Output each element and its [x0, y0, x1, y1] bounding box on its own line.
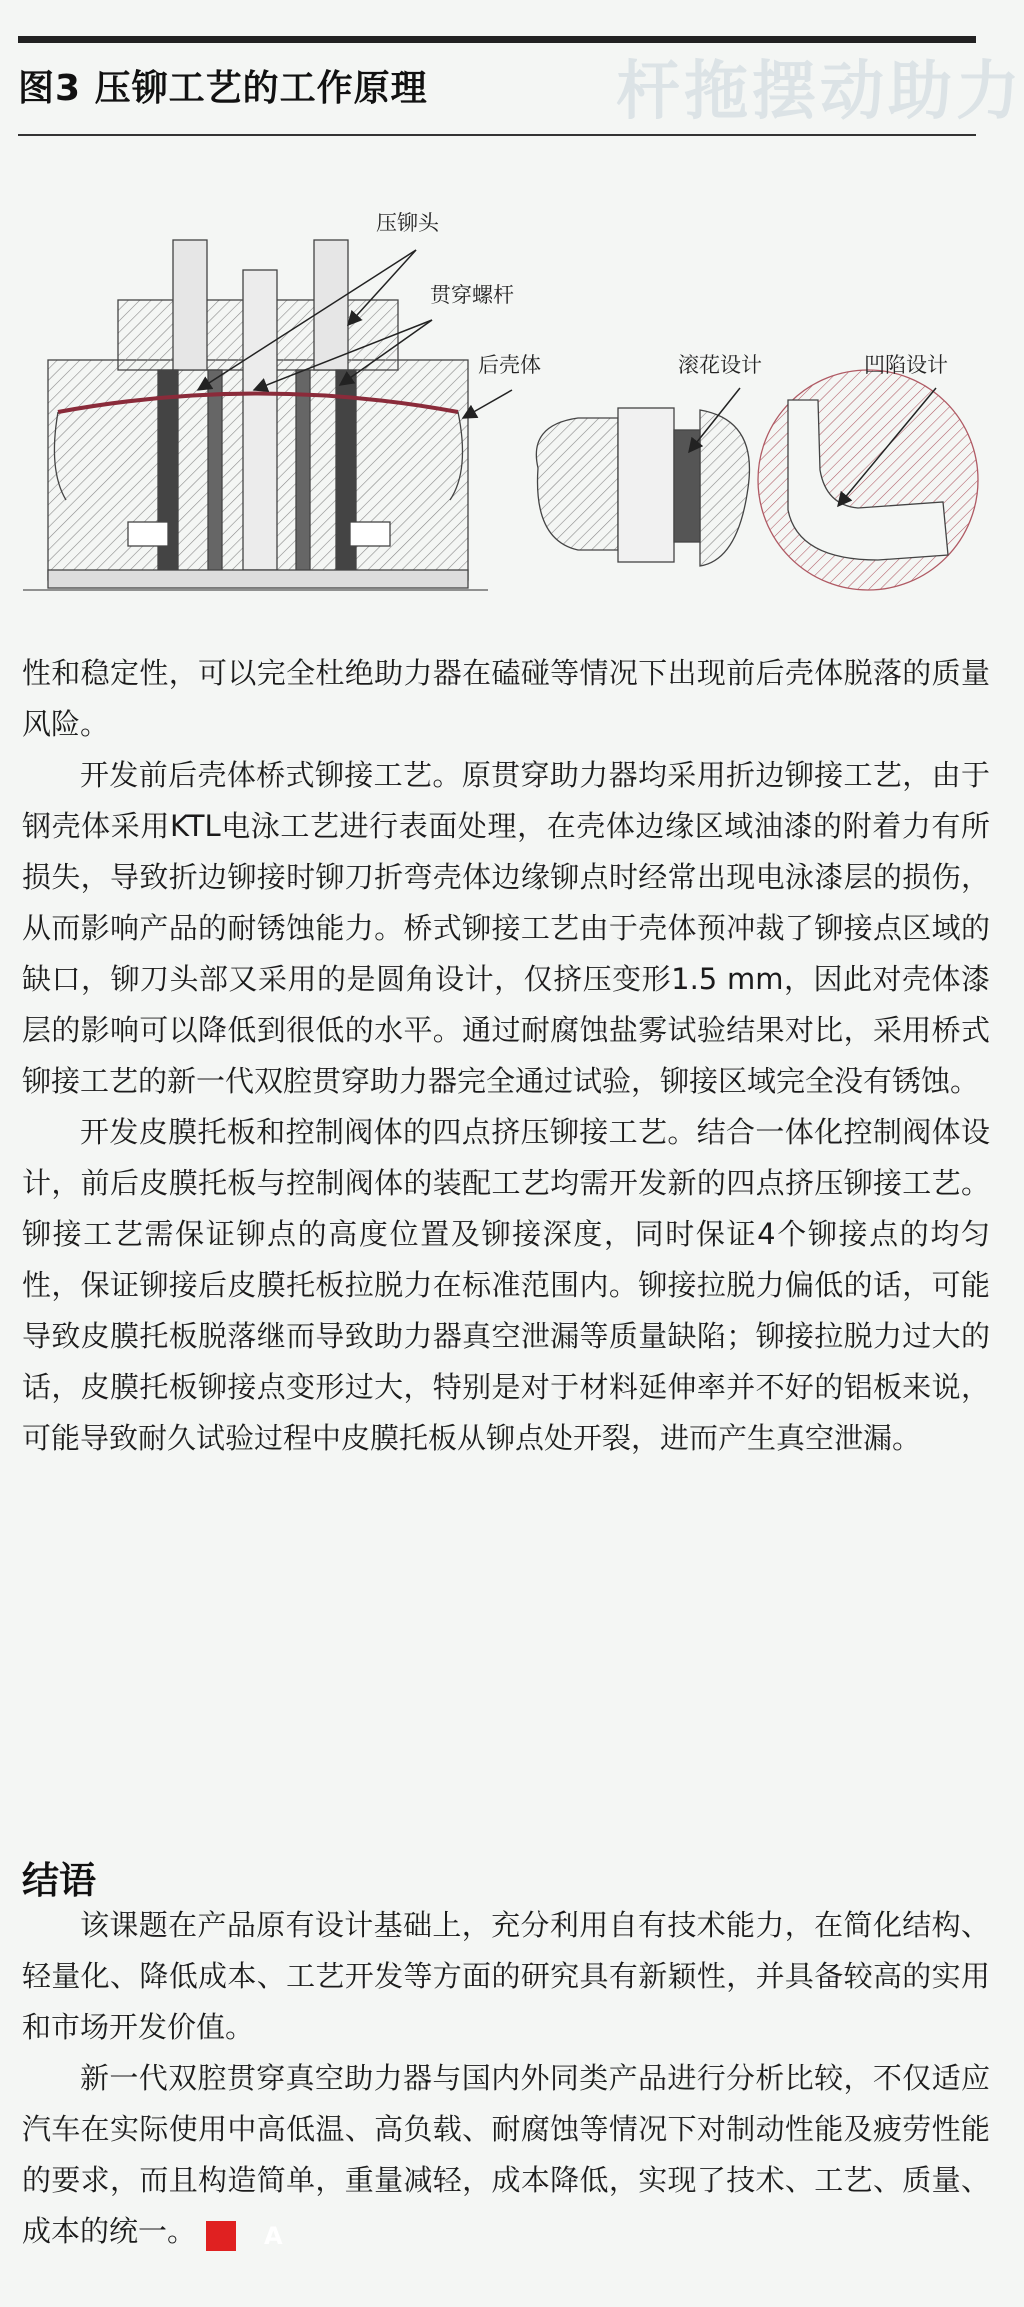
knurl-detail-drawing [536, 408, 749, 566]
label-through-bolt: 贯穿螺杆 [430, 283, 514, 307]
riveting-figure [18, 150, 1008, 620]
press-assembly-drawing [23, 240, 488, 590]
ghost-heading: 杆拖摆动助力 [616, 55, 1024, 129]
paragraph-1: 性和稳定性，可以完全杜绝助力器在磕碰等情况下出现前后壳体脱落的质量风险。 [22, 656, 990, 741]
label-rear-shell: 后壳体 [478, 353, 541, 377]
recess-detail-drawing [758, 370, 978, 590]
end-mark-logo: A [206, 2221, 236, 2251]
label-rivet-head: 压铆头 [376, 211, 439, 235]
article-body [22, 648, 990, 1464]
paragraph-5 [22, 2053, 990, 2257]
paragraph-4: 该课题在产品原有设计基础上，充分利用自有技术能力，在简化结构、轻量化、降低成本、工艺开发等方面的研究具有新颖性，并具备较高的实用和市场开发价值。 [22, 1908, 990, 2044]
conclusion-body [22, 1900, 990, 2257]
figure-title-rule [18, 134, 976, 136]
label-recess: 凹陷设计 [864, 353, 948, 377]
paragraph-5-text: 新一代双腔贯穿真空助力器与国内外同类产品进行分析比较，不仅适应汽车在实际使用中高低温、高负载、耐腐蚀等情况下对制动性能及疲劳性能的要求，而且构造简单，重量减轻，成本降低，实现了技术、工艺、质量、成本的统一。 [22, 2061, 990, 2248]
section-title: 结语 [22, 1859, 96, 1902]
figure-title: 图3 压铆工艺的工作原理 [18, 68, 428, 109]
paragraph-3: 开发皮膜托板和控制阀体的四点挤压铆接工艺。结合一体化控制阀体设计，前后皮膜托板与控制阀体的装配工艺均需开发新的四点挤压铆接工艺。铆接工艺需保证铆点的高度位置及铆接深度，同时保证4个铆接点的均匀性，保证铆接后皮膜托板拉脱力在标准范围内。铆接拉脱力偏低的话，可能导致皮膜托板脱落继而导致助力器真空泄漏等质量缺陷；铆接拉脱力过大的话，皮膜托板铆接点变形过大，特别是对于材料延伸率并不好的铝板来说，可能导致耐久试验过程中皮膜托板从铆点处开裂，进而产生真空泄漏。 [22, 1115, 990, 1455]
label-knurl: 滚花设计 [678, 353, 762, 377]
paragraph-2: 开发前后壳体桥式铆接工艺。原贯穿助力器均采用折边铆接工艺，由于钢壳体采用KTL电泳工艺进行表面处理，在壳体边缘区域油漆的附着力有所损失，导致折边铆接时铆刀折弯壳体边缘铆点时经常出现电泳漆层的损伤，从而影响产品的耐锈蚀能力。桥式铆接工艺由于壳体预冲裁了铆接点区域的缺口，铆刀头部又采用的是圆角设计，仅挤压变形1.5 mm，因此对壳体漆层的影响可以降低到很低的水平。通过耐腐蚀盐雾试验结果对比，采用桥式铆接工艺的新一代双腔贯穿助力器完全通过试验，铆接区域完全没有锈蚀。 [22, 758, 990, 1098]
